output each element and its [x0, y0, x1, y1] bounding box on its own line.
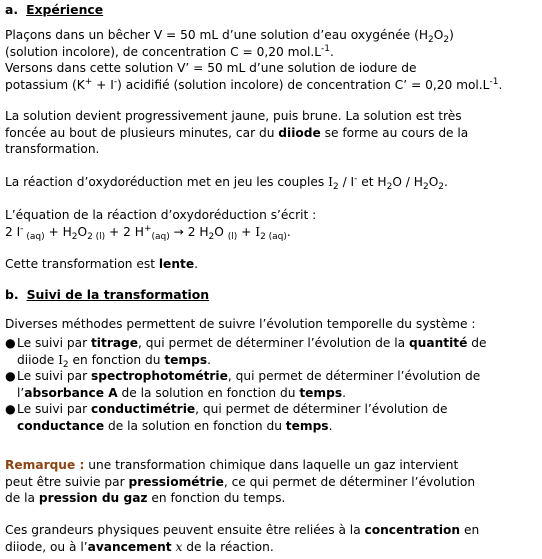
section-a-letter: a.: [5, 2, 19, 17]
remarque-label: Remarque :: [5, 458, 85, 472]
section-b-title: Suivi de la transformation: [26, 287, 210, 302]
equation-paragraph: L’équation de la réaction d’oxydoréduction s’écrit : 2 I- $_{(aq)} + H_2O_{2 (l)} + 2$ $H^+_{(aq)} \to 2$ $H_2O$ $_{(l)} + I_{2 (aq)}$.: [5, 208, 317, 242]
section-b-letter: b.: [5, 287, 19, 302]
reaction-arrow-icon: →: [169, 224, 188, 239]
list-item-spectrophotometrie: ● Le suivi par spectrophotométrie, qui permet de déterminer l’évolution de l’absorbance A de la solution en fonction du temps.: [5, 369, 481, 400]
remarque-paragraph: Remarque : une transformation chimique dans laquelle un gaz intervient peut être suivie par pressiométrie, ce qui permet de déterminer l’évolution de la pression du gaz en fonction du temps.: [5, 458, 476, 506]
bullet-icon: ●: [5, 369, 16, 384]
section-b-heading: [5, 287, 209, 304]
diiode-term: diiode: [278, 125, 321, 140]
reaction-equation: 2 I- $_{(aq)} + H_2O_{2 (l)} + 2$ $H^+_{(aq)} \to 2$ $H_2O$ $_{(l)} + I_{2 (aq)}$.: [5, 223, 291, 242]
methods-list: [5, 335, 536, 435]
bullet-icon: ●: [5, 402, 16, 417]
section-a-title: Expérience: [26, 2, 104, 17]
conclusion-paragraph: Ces grandeurs physiques peuvent ensuite être reliées à la concentration en diiode, ou à l’avancement x de la réaction.: [5, 523, 480, 554]
lente-paragraph: Cette transformation est lente.: [5, 257, 198, 271]
bullet-icon: ●: [5, 336, 16, 350]
list-item-conductimetrie: ● Le suivi par conductimétrie, qui permet de déterminer l’évolution de conductance de la solution en fonction du temps.: [5, 402, 448, 433]
couples-paragraph: La réaction d’oxydoréduction met en jeu les couples $I_2 / I^-$ et $H_2O / H_2O_2$.: [5, 174, 448, 192]
experience-paragraph: Plaçons dans un bêcher V = 50 mL d’une solution d’eau oxygénée $(H_2O_2)$ (solution incolore), de concentration C = 0,20 $mol.L^{-1}$. Versons dans cette solution V’ = 50 mL d’une solution de iodure de potassium (K+ + I-) acidifié (solution incolore) de concentration C’ = 0,20 $mol.L^{-1}$.: [5, 28, 503, 92]
observation-paragraph: La solution devient progressivement jaune, puis brune. La solution est très foncée au bout de plusieurs minutes, car du diiode se forme au cours de la transformation.: [5, 109, 469, 157]
list-item-titrage: ● Le suivi par titrage, qui permet de déterminer l’évolution de la quantité de diiode $I_2$ en fonction du temps.: [5, 336, 487, 370]
methods-intro: Diverses méthodes permettent de suivre l’évolution temporelle du système :: [5, 317, 476, 331]
section-a-heading: [5, 2, 103, 19]
